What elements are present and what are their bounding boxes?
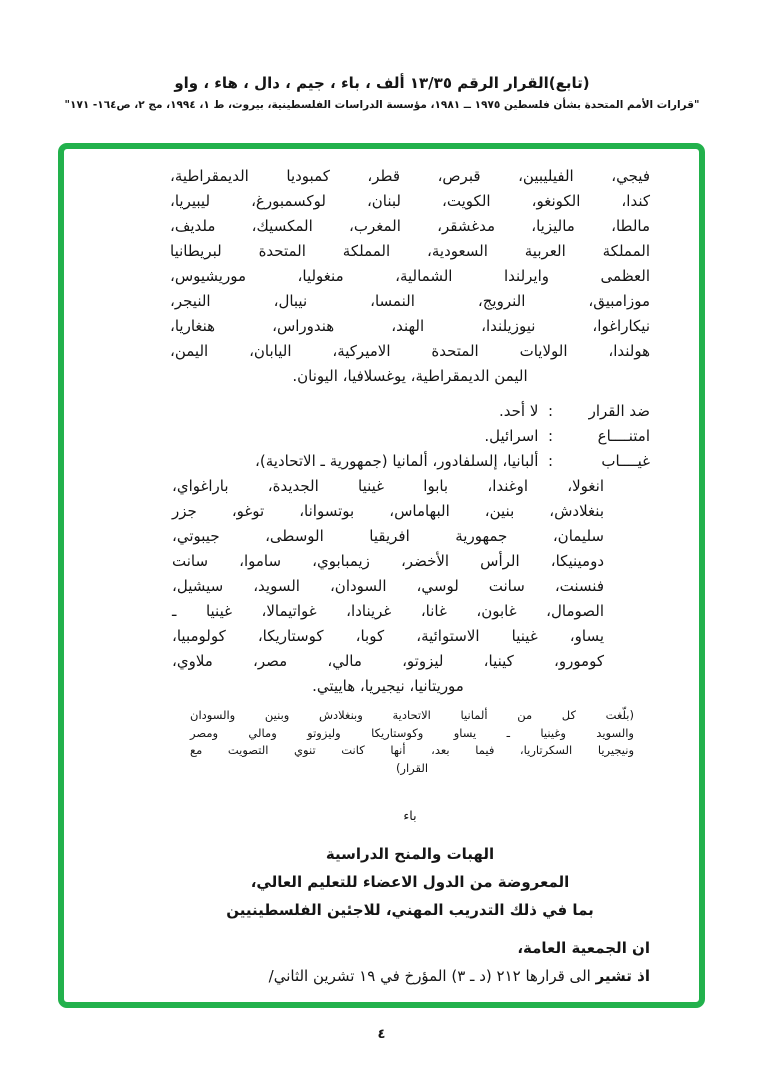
text-line: القرار) xyxy=(395,760,429,775)
page-number: ٤ xyxy=(377,1027,386,1042)
text-line: الصومال، غابون، غانا، غرينادا، غواتيمالا، غينيا ـ xyxy=(172,602,604,620)
text-line: هولندا، الولايات المتحدة الاميركية، اليابان، اليمن، xyxy=(170,342,650,360)
assembly-intro: ان الجمعية العامة، xyxy=(517,939,650,957)
abstain-label: امتنــــاع xyxy=(597,427,650,445)
text-line: بنغلادش، بنين، البهاماس، بوتسوانا، توغو، جزر xyxy=(172,502,604,520)
abstain-value: اسرائيل. xyxy=(484,427,539,445)
colon-separator: : xyxy=(547,452,553,470)
text-line: كندا، الكونغو، الكويت، لبنان، لوكسمبورغ، ليبيريا، xyxy=(170,192,650,210)
page-body-text xyxy=(170,164,650,989)
in-favor-country-list xyxy=(170,164,650,389)
vote-row-abstain xyxy=(170,424,650,449)
vote-results xyxy=(170,399,650,699)
text-line: دومينيكا، الرأس الأخضر، زيمبابوي، ساموا، سانت xyxy=(172,552,604,570)
absent-country-list xyxy=(172,474,604,699)
section-title-line: المعروضة من الدول الاعضاء للتعليم العالي، xyxy=(250,873,570,891)
text-line: والسويد وغينيا ـ يساو وكوستاريكا وليزوتو ومالي ومصر xyxy=(190,725,634,740)
section-letter: باء xyxy=(403,808,417,823)
against-value: لا أحد. xyxy=(498,402,539,420)
document-header xyxy=(40,74,724,111)
against-label: ضد القرار xyxy=(588,402,650,420)
text-line: سليمان، جمهورية افريقيا الوسطى، جيبوتي، xyxy=(172,527,604,545)
text-line: موزامبيق، النرويج، النمسا، نيبال، النيجر، xyxy=(170,292,650,310)
text-line: فيجي، الفيليبين، قبرص، قطر، كمبوديا الديمقراطية، xyxy=(170,167,650,185)
text-line: نيكاراغوا، نيوزيلندا، الهند، هندوراس، هنغاريا، xyxy=(170,317,650,335)
text-line: ونيجيريا السكرتاريا، فيما بعد، أنها كانت تنوي التصويت مع xyxy=(190,743,634,757)
absent-first-value: ألبانيا، إلسلفادور، ألمانيا (جمهورية ـ الاتحادية)، xyxy=(255,452,539,470)
text-line: موريتانيا، نيجيريا، هاييتي. xyxy=(312,677,464,695)
section-title-line: الهبات والمنح الدراسية xyxy=(325,845,495,863)
text-line: المملكة العربية السعودية، المملكة المتحدة لبريطانيا xyxy=(170,242,650,260)
recall-clause-rest: الى قرارها ٢١٢ (د ـ ٣) المؤرخ في ١٩ تشرين الثاني/ xyxy=(268,967,596,985)
source-citation: "قرارات الأمم المتحدة بشأن فلسطين ١٩٧٥ ــ ١٩٨١، مؤسسة الدراسات الفلسطينية، بيروت، ط ١، ١٩٩٤، مج ٢، ص١٦٤- ١٧١" xyxy=(64,99,700,111)
highlight-annotation-box xyxy=(58,143,705,1008)
colon-separator: : xyxy=(547,402,553,420)
recall-clause-lead: اذ تشير xyxy=(595,967,650,985)
section-title xyxy=(170,840,650,924)
text-line: العظمى وايرلندا الشمالية، منغوليا، موريشيوس، xyxy=(170,267,650,285)
text-line: انغولا، اوغندا، بابوا غينيا الجديدة، باراغواي، xyxy=(172,477,604,495)
text-line: كومورو، كينيا، ليزوتو، مالي، مصر، ملاوي، xyxy=(172,652,604,670)
resolution-title: (تابع)القرار الرقم ١٣/٣٥ ألف ، باء ، جيم ، دال ، هاء ، واو xyxy=(174,74,590,92)
text-line: يساو، غينيا الاستوائية، كوبا، كوستاريكا، كولومبيا، xyxy=(172,627,604,645)
vote-row-against xyxy=(170,399,650,424)
text-line: اليمن الديمقراطية، يوغسلافيا، اليونان. xyxy=(292,367,528,385)
absent-label: غيــــاب xyxy=(601,452,650,470)
colon-separator: : xyxy=(547,427,553,445)
text-line: مالطا، ماليزيا، مدغشقر، المغرب، المكسيك، ملديف، xyxy=(170,217,650,235)
section-title-line: بما في ذلك التدريب المهني، للاجئين الفلسطينيين xyxy=(226,901,594,919)
recall-clause xyxy=(170,964,650,989)
text-line: (بلّغت كل من ألمانيا الاتحادية وبنغلادش وبنين والسودان xyxy=(190,708,634,722)
text-line: فنسنت، سانت لوسي، السودان، السويد، سيشيل، xyxy=(172,577,604,595)
secretariat-note xyxy=(190,707,634,777)
vote-row-absent xyxy=(170,449,650,474)
